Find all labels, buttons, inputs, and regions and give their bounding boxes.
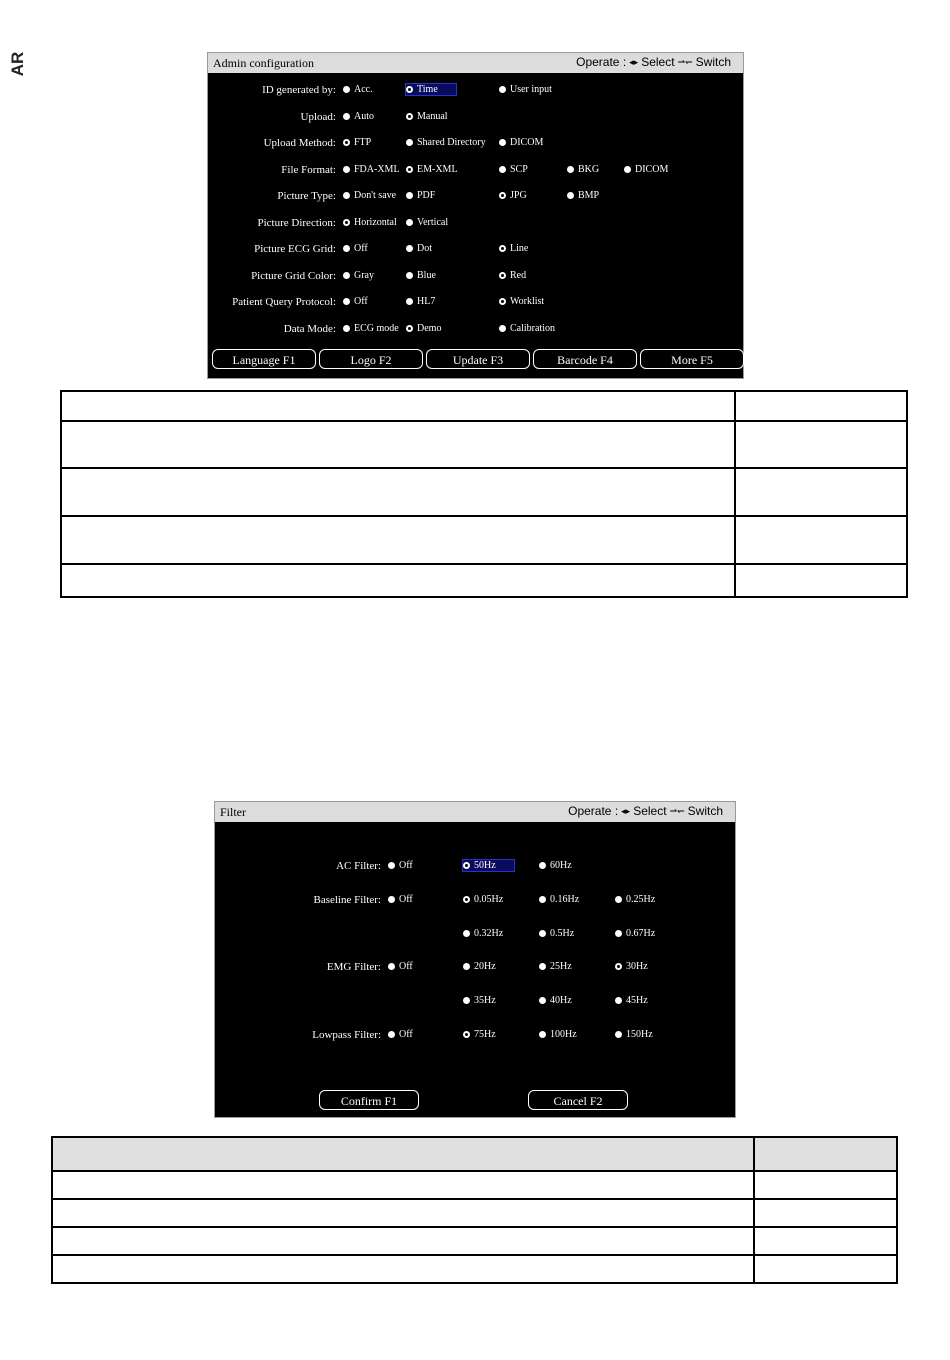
option-label: Blue (417, 270, 436, 281)
option-label: FDA-XML (354, 164, 400, 175)
table-cell (735, 391, 907, 421)
press-knob-icon: ⇀↽ (677, 56, 693, 67)
rotate-knob-icon: ◂▸ (629, 56, 639, 67)
setting-row (215, 892, 735, 910)
radio-selected-icon (463, 1031, 470, 1038)
option-calibration[interactable] (499, 323, 555, 334)
setting-label: Upload: (300, 111, 336, 123)
option-0-32hz[interactable] (463, 928, 503, 939)
radio-selected-icon (499, 298, 506, 305)
option-off[interactable] (343, 296, 368, 307)
option-label: Gray (354, 270, 374, 281)
option-user-input[interactable] (499, 84, 552, 95)
option-worklist[interactable] (499, 296, 544, 307)
radio-icon (343, 113, 350, 120)
option-dicom[interactable] (624, 164, 668, 175)
option-red[interactable] (499, 270, 526, 281)
admin-description-table (60, 390, 908, 598)
radio-icon (406, 272, 413, 279)
option-ecg-mode[interactable] (343, 323, 399, 334)
table-header-cell (754, 1137, 897, 1171)
setting-row (215, 926, 735, 944)
admin-title: Admin configuration (213, 56, 314, 70)
setting-row (215, 959, 735, 977)
radio-icon (615, 1031, 622, 1038)
radio-icon (463, 963, 470, 970)
option-manual[interactable] (406, 111, 448, 122)
radio-icon (343, 298, 350, 305)
radio-icon (624, 166, 631, 173)
radio-selected-icon (406, 86, 413, 93)
operate-select: Select (633, 804, 667, 818)
table-cell (52, 1199, 754, 1227)
option-label: 45Hz (626, 995, 648, 1006)
radio-icon (406, 192, 413, 199)
option-label: EM-XML (417, 164, 458, 175)
radio-icon (539, 1031, 546, 1038)
option-label: 25Hz (550, 961, 572, 972)
option-label: PDF (417, 190, 436, 201)
radio-icon (388, 896, 395, 903)
setting-row (208, 188, 743, 206)
fkey-more-f5-button[interactable]: More F5 (640, 349, 744, 369)
radio-icon (343, 166, 350, 173)
option-horizontal[interactable] (343, 217, 397, 228)
option-off[interactable] (343, 243, 368, 254)
setting-label: Upload Method: (263, 137, 336, 149)
radio-icon (406, 139, 413, 146)
option-blue[interactable] (406, 270, 436, 281)
option-30hz[interactable] (615, 961, 648, 972)
option-acc[interactable] (343, 84, 373, 95)
option-label: Shared Directory (417, 137, 486, 148)
filter-operate-hint (568, 804, 723, 818)
option-label: Red (510, 270, 527, 281)
radio-selected-icon (615, 963, 622, 970)
option-dot[interactable] (406, 243, 432, 254)
setting-label: EMG Filter: (326, 961, 381, 973)
table-cell (61, 516, 735, 564)
option-0-16hz[interactable] (539, 894, 579, 905)
option-60hz[interactable] (539, 860, 572, 871)
setting-row (208, 294, 743, 312)
option-jpg[interactable] (499, 190, 527, 201)
radio-selected-icon (406, 325, 413, 332)
option-scp[interactable] (499, 164, 528, 175)
option-label: ECG mode (354, 323, 399, 334)
option-label: Worklist (510, 296, 545, 307)
table-cell (735, 564, 907, 597)
radio-selected-icon (343, 219, 350, 226)
radio-icon (343, 245, 350, 252)
option-label: HL7 (417, 296, 436, 307)
option-label: 150Hz (626, 1029, 653, 1040)
radio-selected-icon (499, 245, 506, 252)
table-cell (754, 1199, 897, 1227)
option-label: Time (417, 84, 438, 95)
fkey-barcode-f4-button[interactable]: Barcode F4 (533, 349, 637, 369)
table-cell (61, 391, 735, 421)
setting-row (215, 858, 735, 876)
option-label: Don't save (354, 190, 397, 201)
option-shared-directory[interactable] (406, 137, 486, 148)
radio-icon (499, 166, 506, 173)
option-label: 0.05Hz (474, 894, 504, 905)
option-label: Acc. (354, 84, 373, 95)
option-ftp[interactable] (343, 137, 371, 148)
table-cell (735, 421, 907, 468)
option-label: BMP (578, 190, 600, 201)
option-label: Vertical (417, 217, 449, 228)
option-off[interactable] (388, 1029, 413, 1040)
radio-icon (463, 997, 470, 1004)
option-45hz[interactable] (615, 995, 648, 1006)
option-line[interactable] (499, 243, 528, 254)
option-label: 40Hz (550, 995, 572, 1006)
radio-icon (615, 930, 622, 937)
radio-selected-icon (499, 272, 506, 279)
option-label: DICOM (510, 137, 544, 148)
option-label: 35Hz (474, 995, 496, 1006)
radio-icon (539, 963, 546, 970)
option-0-25hz[interactable] (615, 894, 655, 905)
option-off[interactable] (388, 894, 413, 905)
radio-icon (388, 963, 395, 970)
radio-icon (615, 997, 622, 1004)
radio-icon (567, 166, 574, 173)
setting-row (208, 109, 743, 127)
radio-icon (499, 325, 506, 332)
table-cell (754, 1171, 897, 1199)
option-pdf[interactable] (406, 190, 435, 201)
fkey-language-f1-button[interactable]: Language F1 (212, 349, 316, 369)
option-label: 0.25Hz (626, 894, 656, 905)
option-label: Horizontal (354, 217, 397, 228)
table-cell (52, 1171, 754, 1199)
setting-label: AC Filter: (336, 860, 381, 872)
operate-prefix: Operate : (576, 55, 627, 69)
option-label: SCP (510, 164, 528, 175)
radio-icon (539, 930, 546, 937)
radio-icon (343, 86, 350, 93)
radio-icon (388, 1031, 395, 1038)
option-label: 20Hz (474, 961, 496, 972)
radio-icon (463, 930, 470, 937)
option-label: Auto (354, 111, 374, 122)
setting-row (208, 135, 743, 153)
setting-row (208, 321, 743, 339)
operate-switch: Switch (695, 55, 731, 69)
option-label: 0.32Hz (474, 928, 504, 939)
option-75hz[interactable] (463, 1029, 496, 1040)
radio-selected-icon (463, 896, 470, 903)
option-fda-xml[interactable] (343, 164, 400, 175)
filter-title-bar (215, 802, 735, 822)
option-label: User input (510, 84, 552, 95)
option-dicom[interactable] (499, 137, 543, 148)
option-label: Off (354, 243, 368, 254)
radio-icon (406, 219, 413, 226)
option-label: 75Hz (474, 1029, 496, 1040)
table-cell (61, 564, 735, 597)
fkey-confirm-f1-button[interactable]: Confirm F1 (319, 1090, 419, 1110)
radio-icon (499, 86, 506, 93)
option-label: 60Hz (550, 860, 572, 871)
option-label: Demo (417, 323, 442, 334)
option-label: DICOM (635, 164, 669, 175)
setting-label: Picture ECG Grid: (254, 243, 336, 255)
setting-label: File Format: (281, 164, 336, 176)
table-cell (61, 421, 735, 468)
option-0-67hz[interactable] (615, 928, 655, 939)
option-20hz[interactable] (463, 961, 496, 972)
filter-description-table (51, 1136, 898, 1284)
filter-screen (214, 801, 736, 1118)
option-demo[interactable] (406, 323, 441, 334)
setting-label: Picture Grid Color: (251, 270, 336, 282)
option-label: 30Hz (626, 961, 648, 972)
option-vertical[interactable] (406, 217, 448, 228)
table-cell (754, 1227, 897, 1255)
option-150hz[interactable] (615, 1029, 653, 1040)
option-bkg[interactable] (567, 164, 599, 175)
radio-icon (539, 896, 546, 903)
radio-icon (539, 862, 546, 869)
option-off[interactable] (388, 961, 413, 972)
fkey-update-f3-button[interactable]: Update F3 (426, 349, 530, 369)
radio-icon (539, 997, 546, 1004)
table-cell (61, 468, 735, 516)
setting-label: Baseline Filter: (313, 894, 381, 906)
option-gray[interactable] (343, 270, 374, 281)
option-25hz[interactable] (539, 961, 572, 972)
table-cell (735, 516, 907, 564)
option-100hz[interactable] (539, 1029, 577, 1040)
operate-switch: Switch (687, 804, 723, 818)
setting-row (208, 162, 743, 180)
setting-label: Lowpass Filter: (312, 1029, 381, 1041)
admin-configuration-screen (207, 52, 744, 379)
option-label: Line (510, 243, 529, 254)
setting-label: ID generated by: (262, 84, 336, 96)
section-side-label: AR (8, 51, 27, 77)
radio-icon (406, 245, 413, 252)
option-label: 50Hz (474, 860, 496, 871)
radio-icon (615, 896, 622, 903)
option-label: 100Hz (550, 1029, 577, 1040)
option-label: Manual (417, 111, 448, 122)
rotate-knob-icon: ◂▸ (621, 805, 631, 816)
setting-row (208, 241, 743, 259)
option-label: JPG (510, 190, 527, 201)
option-40hz[interactable] (539, 995, 572, 1006)
fkey-logo-f2-button[interactable]: Logo F2 (319, 349, 423, 369)
option-em-xml[interactable] (406, 164, 458, 175)
setting-label: Picture Type: (277, 190, 336, 202)
setting-row (208, 268, 743, 286)
option-bmp[interactable] (567, 190, 599, 201)
option-don-t-save[interactable] (343, 190, 396, 201)
setting-row (208, 82, 743, 100)
table-cell (754, 1255, 897, 1283)
radio-icon (406, 298, 413, 305)
radio-icon (388, 862, 395, 869)
option-label: FTP (354, 137, 372, 148)
operate-select: Select (641, 55, 675, 69)
option-label: Off (399, 1029, 413, 1040)
option-hl7[interactable] (406, 296, 435, 307)
option-label: Dot (417, 243, 432, 254)
press-knob-icon: ⇀↽ (669, 805, 685, 816)
option-label: BKG (578, 164, 600, 175)
radio-selected-icon (406, 113, 413, 120)
radio-icon (343, 325, 350, 332)
option-auto[interactable] (343, 111, 374, 122)
setting-label: Data Mode: (283, 323, 336, 335)
option-label: 0.16Hz (550, 894, 580, 905)
setting-row (215, 993, 735, 1011)
operate-prefix: Operate : (568, 804, 619, 818)
radio-icon (343, 192, 350, 199)
table-cell (735, 468, 907, 516)
option-0-5hz[interactable] (539, 928, 574, 939)
radio-icon (499, 139, 506, 146)
option-label: Off (399, 860, 413, 871)
option-label: Off (354, 296, 368, 307)
radio-selected-icon (499, 192, 506, 199)
option-label: Calibration (510, 323, 555, 334)
option-0-05hz[interactable] (463, 894, 503, 905)
radio-selected-icon (463, 862, 470, 869)
filter-title: Filter (220, 805, 246, 819)
setting-label: Picture Direction: (257, 217, 336, 229)
table-header-cell (52, 1137, 754, 1171)
radio-selected-icon (343, 139, 350, 146)
table-cell (52, 1255, 754, 1283)
option-35hz[interactable] (463, 995, 496, 1006)
option-off[interactable] (388, 860, 413, 871)
option-label: 0.67Hz (626, 928, 656, 939)
admin-operate-hint (576, 55, 731, 69)
option-label: Off (399, 961, 413, 972)
option-label: Off (399, 894, 413, 905)
option-time[interactable] (406, 84, 456, 95)
radio-icon (343, 272, 350, 279)
setting-row (215, 1027, 735, 1045)
radio-icon (567, 192, 574, 199)
admin-title-bar (208, 53, 743, 73)
radio-selected-icon (406, 166, 413, 173)
setting-row (208, 215, 743, 233)
option-label: 0.5Hz (550, 928, 575, 939)
setting-label: Patient Query Protocol: (232, 296, 336, 308)
fkey-cancel-f2-button[interactable]: Cancel F2 (528, 1090, 628, 1110)
option-50hz[interactable] (463, 860, 514, 871)
table-cell (52, 1227, 754, 1255)
